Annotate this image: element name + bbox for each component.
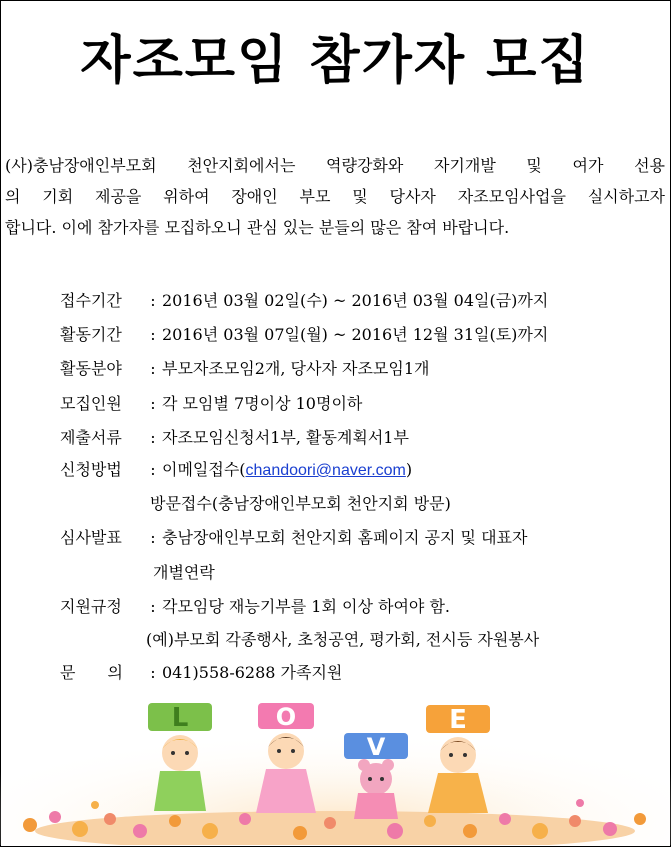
- detail-rule: [60, 594, 450, 617]
- detail-separator: :: [150, 663, 156, 682]
- sign-letter-o: O: [275, 703, 297, 731]
- detail-label: 문 의: [60, 663, 123, 682]
- detail-value: 자조모임신청서1부, 활동계획서1부: [162, 428, 409, 447]
- detail-review-line2: 개별연락: [153, 563, 215, 582]
- detail-value: 부모자조모임2개, 당사자 자조모임1개: [162, 359, 430, 378]
- detail-value: 각 모임별 7명이상 10명이하: [162, 394, 363, 413]
- detail-apply-method: [60, 457, 412, 480]
- detail-label: 활동기간: [60, 325, 122, 344]
- detail-documents: [60, 425, 409, 448]
- detail-review: [60, 525, 527, 548]
- detail-value: 2016년 03월 02일(수) ~ 2016년 03월 04일(금)까지: [162, 291, 549, 310]
- detail-label: 활동분야: [60, 359, 122, 378]
- detail-label: 모집인원: [60, 394, 122, 413]
- detail-rule-line2: (예)부모회 각종행사, 초청공연, 평가회, 전시등 자원봉사: [146, 630, 540, 649]
- detail-apply-method-line2: 방문접수(충남장애인부모회 천안지회 방문): [150, 494, 451, 513]
- detail-separator: :: [150, 394, 156, 413]
- detail-separator: :: [150, 359, 156, 378]
- detail-separator: :: [150, 325, 156, 344]
- detail-value-prefix: 이메일접수(: [162, 460, 246, 479]
- page-title: 자조모임 참가자 모집: [80, 31, 591, 91]
- intro-line-2: 의 기회 제공을 위하여 장애인 부모 및 당사자 자조모임사업을 실시하고자: [5, 187, 665, 206]
- sign-letter-l: L: [171, 703, 189, 733]
- detail-label: 심사발표: [60, 528, 122, 547]
- detail-value-suffix: ): [405, 460, 413, 479]
- detail-recruit-count: [60, 391, 362, 414]
- detail-label: 제출서류: [60, 428, 122, 447]
- intro-paragraph: [5, 150, 665, 243]
- detail-separator: :: [150, 460, 156, 479]
- detail-separator: :: [150, 528, 156, 547]
- detail-separator: :: [150, 291, 156, 310]
- sign-letter-v: V: [366, 733, 386, 761]
- detail-label: 접수기간: [60, 291, 122, 310]
- detail-value: 2016년 03월 07일(월) ~ 2016년 12월 31일(토)까지: [162, 325, 549, 344]
- detail-inquiry: [60, 660, 342, 683]
- detail-activity-period: [60, 322, 548, 345]
- detail-separator: :: [150, 597, 156, 616]
- detail-separator: :: [150, 428, 156, 447]
- sign-letter-e: E: [449, 705, 467, 735]
- detail-value: 각모임당 재능기부를 1회 이상 하여야 함.: [162, 597, 450, 616]
- detail-label: 지원규정: [60, 597, 122, 616]
- intro-line-3: 합니다. 이에 참가자를 모집하오니 관심 있는 분들의 많은 참여 바랍니다.: [5, 218, 510, 237]
- detail-value: 충남장애인부모회 천안지회 홈페이지 공지 및 대표자: [162, 528, 528, 547]
- detail-activity-field: [60, 356, 429, 379]
- email-link[interactable]: chandoori@naver.com: [245, 462, 406, 479]
- intro-line-1: (사)충남장애인부모회 천안지회에서는 역량강화와 자기개발 및 여가 선용: [5, 156, 665, 175]
- love-kids-illustration: [0, 693, 671, 845]
- detail-reception: [60, 288, 548, 311]
- detail-label: 신청방법: [60, 460, 122, 479]
- detail-value: 041)558-6288 가족지원: [162, 663, 343, 682]
